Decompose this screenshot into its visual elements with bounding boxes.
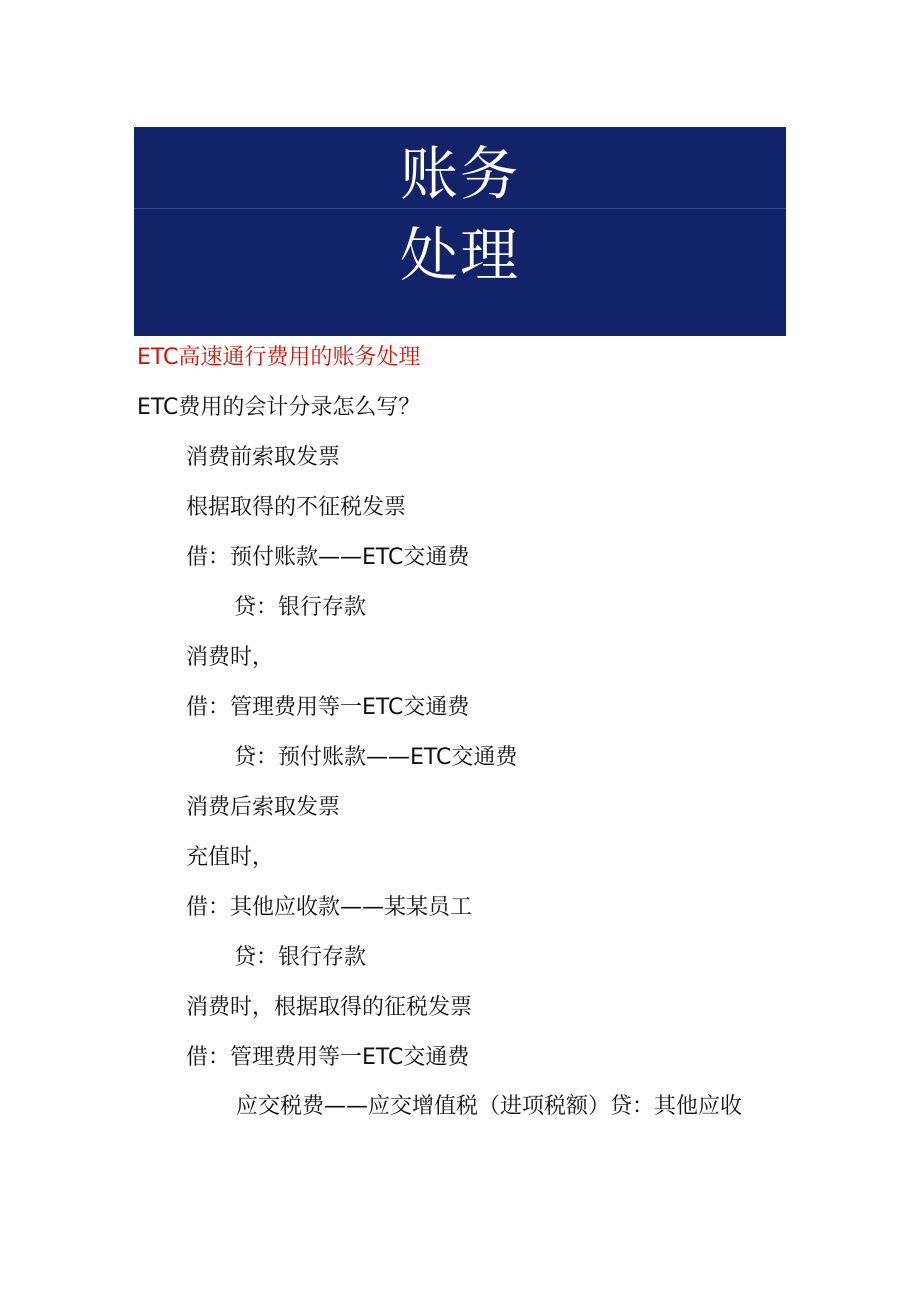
entry-line: 根据取得的不征税发票: [186, 495, 407, 520]
article-title: ETC高速通行费用的账务处理: [137, 345, 421, 370]
entry-line: 消费时，: [186, 645, 275, 670]
entry-line: 充值时，: [186, 845, 275, 870]
entry-line: 借：管理费用等一ETC交通费: [186, 1045, 470, 1070]
entry-line: 消费前索取发票: [186, 445, 341, 470]
entry-line: 应交税费——应交增值税（进项税额）贷：其他应收: [236, 1094, 743, 1119]
entry-line: 贷：银行存款: [234, 945, 367, 970]
entry-line: 贷：预付账款——ETC交通费: [234, 745, 518, 770]
article-question: ETC费用的会计分录怎么写？: [137, 395, 421, 420]
entry-line: 借：其他应收款——某某员工: [186, 895, 473, 920]
title-banner: [134, 127, 786, 336]
entry-line: 消费后索取发票: [186, 795, 341, 820]
entry-line: 借：管理费用等一ETC交通费: [186, 695, 470, 720]
banner-divider: [134, 208, 786, 209]
entry-line: 贷：银行存款: [234, 595, 367, 620]
entry-line: 借：预付账款——ETC交通费: [186, 545, 470, 570]
banner-title-line-1: 账务: [399, 140, 520, 208]
entry-line: 消费时，根据取得的征税发票: [186, 995, 473, 1020]
banner-title-line-2: 处理: [399, 221, 520, 289]
